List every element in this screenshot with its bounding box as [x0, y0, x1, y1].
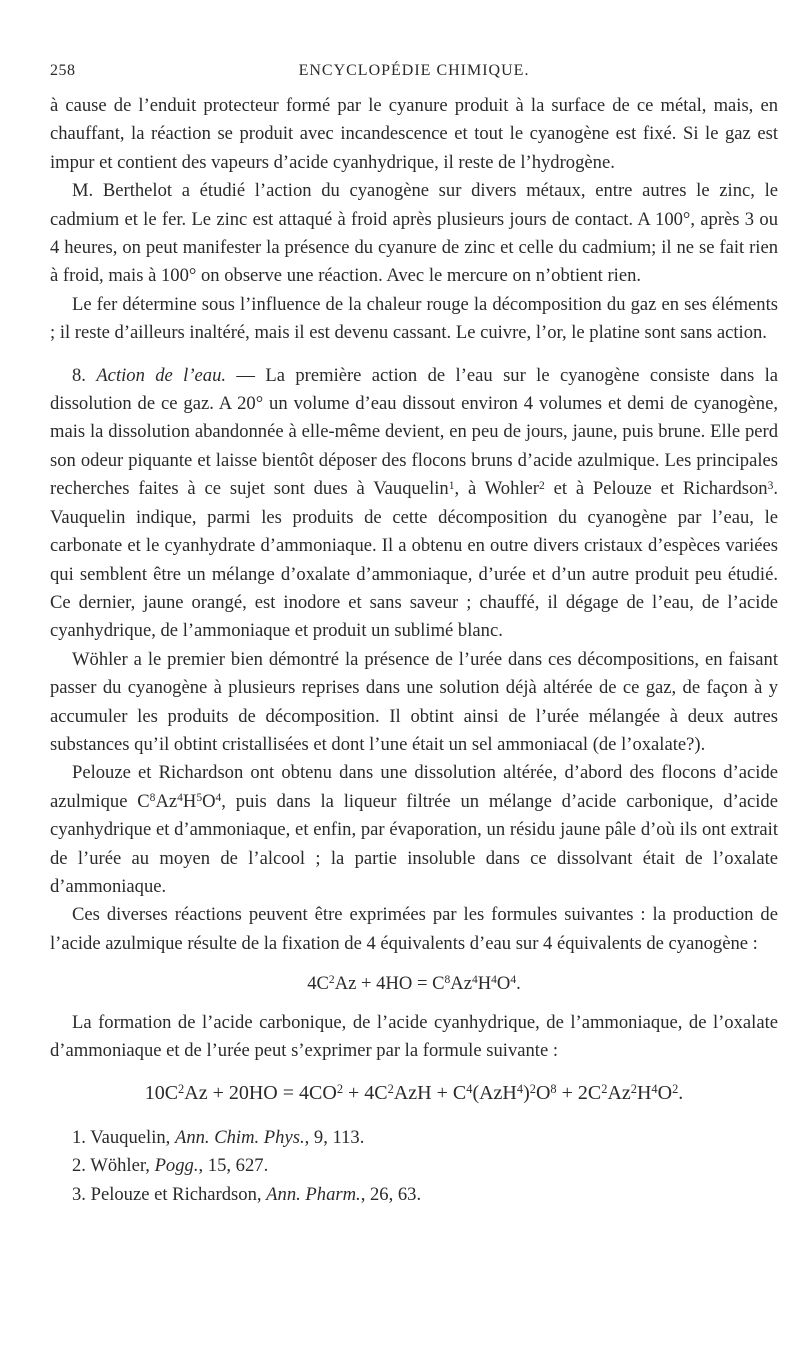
- paragraph-action-eau: [50, 362, 778, 646]
- paragraph-text: Az: [155, 790, 178, 812]
- subscript: 4: [177, 791, 183, 804]
- formula-part: AzH + C: [393, 1082, 467, 1105]
- paragraph-wohler: Wöhler a le premier bien démontré la présence de l’urée dans ces décompositions, en faisant passer du cyanogène à plusieurs reprises dans une solution déjà altérée de ce gaz, de façon à y accumuler les produits de décomposition. Il obtint ainsi de l’urée mélangée à deux autres substances qu’il obtint cristallisées et dont l’une était un sel ammoniacal (de l’oxalate?).: [50, 648, 778, 755]
- footnote-number: 3.: [72, 1183, 86, 1205]
- formula-part: Az: [607, 1082, 631, 1105]
- formula-part: (AzH: [472, 1082, 517, 1105]
- paragraph-pelouze: [50, 759, 778, 901]
- formula-sup: 8: [444, 974, 451, 987]
- formula-decomposition: [50, 1079, 778, 1107]
- footnote-ref-detail: , 15, 627.: [198, 1155, 269, 1177]
- formula-sup: 2: [601, 1082, 608, 1097]
- footnote-ref: 2: [538, 479, 545, 492]
- formula-sup: 8: [550, 1082, 557, 1097]
- formula-sup: 2: [630, 1082, 637, 1097]
- footnote-ref: 3: [767, 479, 774, 492]
- footnote-2: [72, 1152, 778, 1180]
- formula-part: Az + 4HO = C: [334, 973, 445, 995]
- formula-sup: 4: [491, 974, 497, 987]
- footnotes: [50, 1124, 778, 1209]
- footnote-ref-detail: , 26, 63.: [360, 1183, 422, 1205]
- section-number: 8.: [72, 364, 86, 386]
- formula-sup: 2: [328, 974, 335, 987]
- footnote-journal: Pogg.: [154, 1155, 199, 1177]
- footnote-journal: Ann. Chim. Phys.: [174, 1126, 305, 1148]
- page-header: [50, 58, 778, 86]
- formula-part: O: [496, 973, 511, 995]
- body-text: [50, 92, 778, 1108]
- formula-sup: 4: [510, 974, 517, 987]
- paragraph-text: . Vauquelin indique, parmi les produits de cette décomposition du cyanogène par l’eau, le carbonate et le cyanhydrate d’ammoniaque. Il a obtenu en outre divers cristaux d’espèces variées qui semblent être un mélange d’oxalate d’ammoniaque, d’urée et d’un autre produit peu étudié. Ce dernier, jaune orangé, est inodore et sans saveur ; chauffé, il dégage de l’eau, de l’acide cyanhydrique, de l’ammoniaque et produit un sublimé blanc.: [50, 478, 778, 642]
- formula-sup: 4: [466, 1082, 473, 1097]
- section-title: Action de l’eau.: [96, 364, 227, 386]
- formula-part: Az + 20HO = 4CO: [184, 1082, 337, 1105]
- paragraph-text: , à Wohler: [454, 478, 539, 500]
- formula-part: 4C: [307, 973, 329, 995]
- footnote-author: Pelouze et Richardson,: [90, 1183, 267, 1205]
- paragraph-formules: Ces diverses réactions peuvent être exprimées par les formules suivantes : la production de l’acide azulmique résulte de la fixation de 4 équivalents d’eau sur 4 équivalents de cyanogène :: [50, 904, 778, 954]
- footnote-1: [72, 1124, 778, 1152]
- formula-azulmique: [50, 970, 778, 998]
- paragraph-text: , puis dans la liqueur filtrée un mélange d’acide carbonique, d’acide cyanhydrique et d’ammoniaque, et enfin, par évaporation, un résidu jaune pâle d’où ils ont extrait de l’urée au moyen de l’alcool ; la partie insoluble dans ce dissolvant était de l’oxalate d’ammoniaque.: [50, 790, 778, 897]
- footnote-number: 1.: [72, 1126, 86, 1148]
- formula-part: H: [636, 1082, 652, 1105]
- formula-sup: 4: [471, 974, 478, 987]
- formula-part: ): [523, 1082, 530, 1105]
- subscript: 8: [149, 791, 156, 804]
- footnote-number: 2.: [72, 1155, 86, 1177]
- formula-part: + 4C: [343, 1082, 388, 1105]
- formula-part: 10C: [144, 1082, 179, 1105]
- footnote-ref-detail: , 9, 113.: [304, 1126, 365, 1148]
- paragraph-fer: Le fer détermine sous l’influence de la chaleur rouge la décomposition du gaz en ses éléments ; il reste d’ailleurs inaltéré, mais il est devenu cassant. Le cuivre, l’or, le platine sont sans action.: [50, 293, 778, 344]
- formula-sup: 2: [529, 1082, 536, 1097]
- formula-sup: 4: [651, 1082, 658, 1097]
- paragraph-text: et à Pelouze et Richardson: [544, 478, 768, 500]
- formula-sup: 2: [387, 1082, 394, 1097]
- paragraph-text: H: [182, 790, 197, 812]
- formula-sup: 4: [516, 1082, 524, 1097]
- formula-sup: 2: [336, 1082, 344, 1097]
- running-title: ENCYCLOPÉDIE CHIMIQUE.: [298, 62, 530, 79]
- formula-part: O: [535, 1082, 551, 1105]
- formula-sup: 2: [178, 1082, 185, 1097]
- paragraph-formation: La formation de l’acide carbonique, de l’acide cyanhydrique, de l’ammoniaque, de l’oxalate d’ammoniaque et de l’urée peut s’exprimer par la formule suivante :: [50, 1011, 778, 1061]
- formula-part: O: [657, 1082, 673, 1105]
- subscript: 4: [215, 791, 222, 804]
- formula-part: + 2C: [556, 1082, 602, 1105]
- paragraph-berthelot: M. Berthelot a étudié l’action du cyanogène sur divers métaux, entre autres le zinc, le cadmium et le fer. Le zinc est attaqué à froid après plusieurs jours de contact. A 100°, après 3 ou 4 heures, on peut manifester la présence du cyanure de zinc et celle du cadmium; il ne se fait rien à froid, mais à 100° on observe une réaction. Avec le mercure on n’obtient rien.: [50, 180, 778, 287]
- formula-part: H: [477, 973, 492, 995]
- footnote-3: [72, 1181, 778, 1209]
- footnote-author: Vauquelin,: [90, 1126, 175, 1148]
- formula-part: .: [678, 1082, 684, 1105]
- footnote-author: Wöhler,: [90, 1155, 155, 1177]
- paragraph-zinc-continuation: à cause de l’enduit protecteur formé par le cyanure produit à la surface de ce métal, mais, en chauffant, la réaction se produit avec incandescence et tout le cyanogène est fixé. Si le gaz est impur et contient des vapeurs d’acide cyanhydrique, il reste de l’hydrogène.: [50, 95, 778, 173]
- formula-part: Az: [450, 973, 472, 995]
- formula-part: .: [516, 973, 521, 995]
- page-number: 258: [50, 62, 76, 79]
- page: [50, 58, 778, 1209]
- paragraph-text: Pelouze et Richardson ont obtenu dans une dissolution altérée, d’abord des flocons d’acide azulmique C: [50, 762, 778, 812]
- footnote-journal: Ann. Pharm.: [266, 1183, 361, 1205]
- subscript: 5: [196, 791, 203, 804]
- paragraph-text: — La première action de l’eau sur le cyanogène consiste dans la dissolution de ce gaz. A 20° un volume d’eau dissout environ 4 volumes et demi de cyanogène, mais la dissolution abandonnée à elle-même devient, en peu de jours, jaune, puis brune. Elle perd son odeur piquante et laisse bientôt déposer des flocons bruns d’acide azulmique. Les principales recherches faites à ce sujet sont dues à Vauquelin: [50, 364, 778, 500]
- footnote-ref: 1: [448, 479, 455, 492]
- paragraph-text: O: [202, 790, 216, 812]
- formula-sup: 2: [672, 1082, 679, 1097]
